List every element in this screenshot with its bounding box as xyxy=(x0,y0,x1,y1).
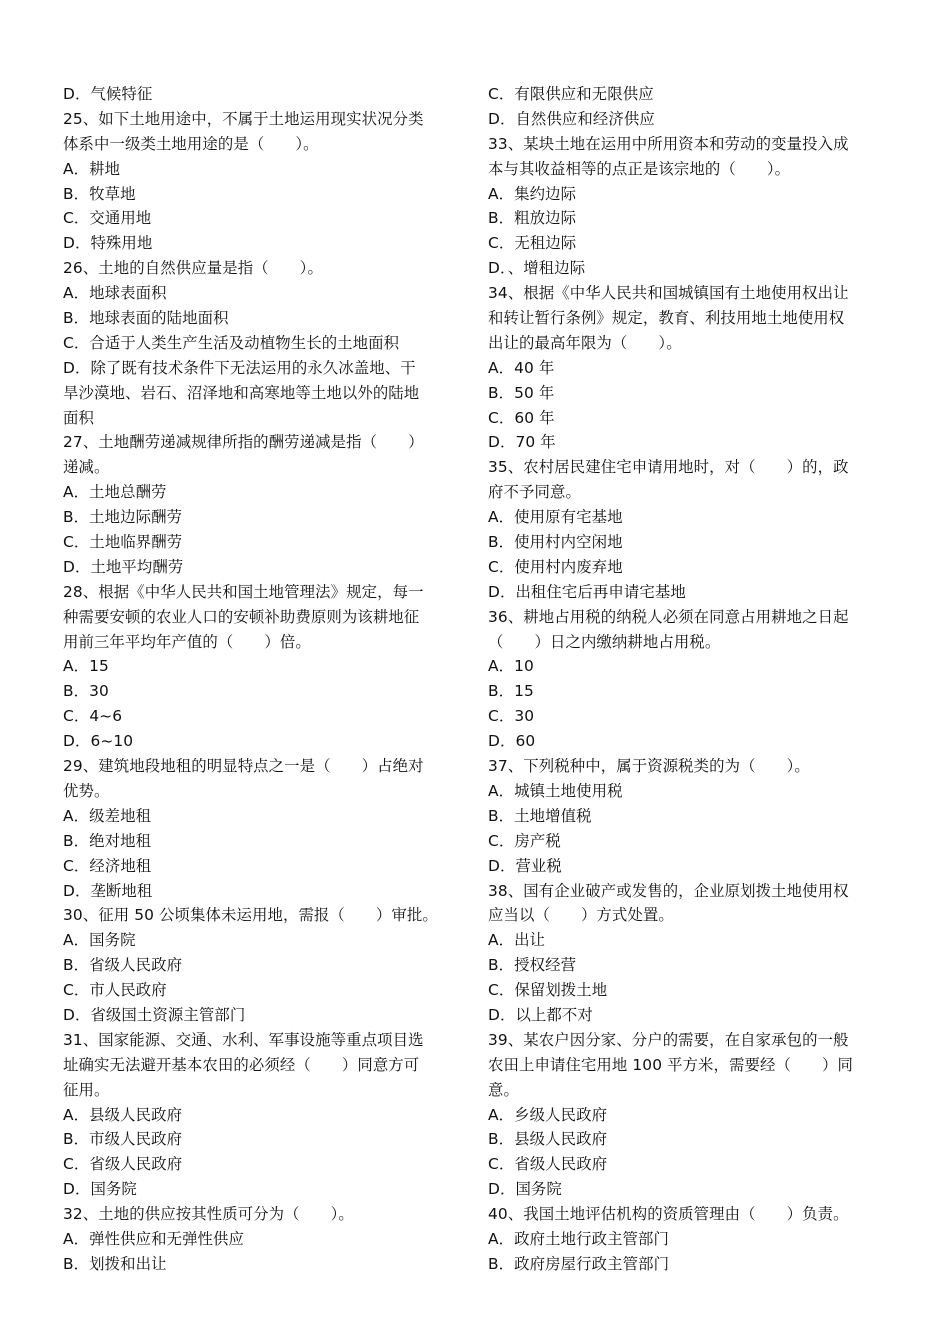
left-column-line: 种需要安顿的农业人口的安顿补助费原则为该耕地征 xyxy=(63,607,420,626)
left-column-line: 30、征用 50 公顷集体未运用地，需报（ ）审批。 xyxy=(63,906,438,925)
left-column-line: D．垄断地租 xyxy=(63,881,153,900)
right-column-line: 35、农村居民建住宅申请用地时，对（ ）的，政 xyxy=(488,458,849,477)
right-column-line: 本与其收益相等的点正是该宗地的（ ）。 xyxy=(488,159,791,178)
left-column-line: A．地球表面积 xyxy=(63,284,167,303)
left-column-line: C．合适于人类生产生活及动植物生长的土地面积 xyxy=(63,333,400,352)
right-column-line: 37、下列税种中，属于资源税类的为（ ）。 xyxy=(488,757,810,776)
left-column-line: B．划拨和出让 xyxy=(63,1254,167,1273)
left-column-line: 址确实无法避开基本农田的必须经（ ）同意方可 xyxy=(63,1055,420,1074)
right-column-line: C．60 年 xyxy=(488,408,555,427)
left-column-line: B．30 xyxy=(63,682,109,701)
left-column-line: 递减。 xyxy=(63,458,110,477)
right-column-line: B．授权经营 xyxy=(488,956,577,975)
right-column-line: B．50 年 xyxy=(488,383,555,402)
left-column-line: D．国务院 xyxy=(63,1180,137,1199)
left-column-line: 31、国家能源、交通、水利、军事设施等重点项目选 xyxy=(63,1030,424,1049)
left-column-line: C．经济地租 xyxy=(63,856,152,875)
left-column-line: 32、土地的供应按其性质可分为（ ）。 xyxy=(63,1205,354,1224)
right-column-line: A．城镇土地使用税 xyxy=(488,781,623,800)
right-column-line: A．乡级人民政府 xyxy=(488,1105,608,1124)
right-column-line: 应当以（ ）方式处置。 xyxy=(488,906,674,925)
right-column-line: C．省级人民政府 xyxy=(488,1155,608,1174)
right-column-line: 府不予同意。 xyxy=(488,483,581,502)
right-column-line: A．集约边际 xyxy=(488,184,577,203)
right-column-line: C．使用村内废弃地 xyxy=(488,557,623,576)
left-column-line: 面积 xyxy=(63,408,94,427)
left-column-line: 29、建筑地段地租的明显特点之一是（ ）占绝对 xyxy=(63,757,424,776)
left-column-line: 旱沙漠地、岩石、沼泽地和高寒地等土地以外的陆地 xyxy=(63,383,420,402)
right-column-line: A．出让 xyxy=(488,931,546,950)
right-column xyxy=(488,82,883,1277)
left-column-line: B．地球表面的陆地面积 xyxy=(63,309,229,328)
left-column-line: 体系中一级类土地用途的是（ ）。 xyxy=(63,134,319,153)
left-column-line: C．交通用地 xyxy=(63,209,152,228)
right-column-line: D．以上都不对 xyxy=(488,1005,593,1024)
right-column-line: D．、增租边际 xyxy=(488,259,586,278)
left-column-line: D．省级国土资源主管部门 xyxy=(63,1005,246,1024)
right-column-line: D．自然供应和经济供应 xyxy=(488,109,655,128)
right-column-line: D．国务院 xyxy=(488,1180,562,1199)
left-column-line: D．除了既有技术条件下无法运用的永久冰盖地、干 xyxy=(63,358,416,377)
left-column-line: A．弹性供应和无弹性供应 xyxy=(63,1229,245,1248)
right-column-line: A．10 xyxy=(488,657,534,676)
right-column-line: D．60 xyxy=(488,732,536,751)
right-column-line: 意。 xyxy=(488,1080,519,1099)
left-column-line: 28、根据《中华人民共和国土地管理法》规定，每一 xyxy=(63,582,424,601)
left-column-line: D．气候特征 xyxy=(63,85,153,103)
right-column-line: 33、某块土地在运用中所用资本和劳动的变量投入成 xyxy=(488,134,849,153)
right-column-line: 农田上申请住宅用地 100 平方米，需要经（ ）同 xyxy=(488,1055,853,1074)
right-column-line: 34、根据《中华人民共和国城镇国有土地使用权出让 xyxy=(488,284,849,303)
right-column-line: 38、国有企业破产或发售的，企业原划拨土地使用权 xyxy=(488,881,849,900)
right-column-line: B．使用村内空闲地 xyxy=(488,533,623,552)
left-column-line: 27、土地酬劳递减规律所指的酬劳递减是指（ ） xyxy=(63,433,424,452)
left-column-line: B．土地边际酬劳 xyxy=(63,508,183,527)
right-column-line: 出让的最高年限为（ ）。 xyxy=(488,333,682,352)
left-column-line: A．县级人民政府 xyxy=(63,1105,183,1124)
right-column-line: C．30 xyxy=(488,707,535,726)
right-column-line: D．出租住宅后再申请宅基地 xyxy=(488,582,686,601)
right-column-line: 40、我国土地评估机构的资质管理由（ ）负责。 xyxy=(488,1205,849,1224)
left-column-line: A．级差地租 xyxy=(63,806,152,825)
left-column-line: A．耕地 xyxy=(63,159,121,178)
right-column-line: B．粗放边际 xyxy=(488,209,577,228)
left-column xyxy=(63,82,458,1277)
right-column-line: D．70 年 xyxy=(488,433,556,452)
left-column-line: C．4~6 xyxy=(63,707,123,726)
left-column-line: 征用。 xyxy=(63,1080,110,1099)
left-column-line: B．绝对地租 xyxy=(63,831,152,850)
right-column-line: B．土地增值税 xyxy=(488,806,592,825)
left-column-line: 优势。 xyxy=(63,781,110,800)
left-column-line: 用前三年平均年产值的（ ）倍。 xyxy=(63,632,311,651)
left-column-line: 26、土地的自然供应量是指（ ）。 xyxy=(63,259,323,278)
right-column-line: 36、耕地占用税的纳税人必须在同意占用耕地之日起 xyxy=(488,607,849,626)
left-column-line: 25、如下土地用途中，不属于土地运用现实状况分类 xyxy=(63,109,424,128)
right-column-line: D．营业税 xyxy=(488,856,562,875)
left-column-line: C．土地临界酬劳 xyxy=(63,533,183,552)
right-column-line: C．无租边际 xyxy=(488,234,577,253)
right-column-line: 39、某农户因分家、分户的需要，在自家承包的一般 xyxy=(488,1030,849,1049)
left-column-line: D．土地平均酬劳 xyxy=(63,557,184,576)
right-column-line: A．40 年 xyxy=(488,358,555,377)
left-column-line: A．国务院 xyxy=(63,931,136,950)
right-column-line: B．县级人民政府 xyxy=(488,1130,608,1149)
right-column-line: A．政府土地行政主管部门 xyxy=(488,1229,670,1248)
right-column-line: 和转让暂行条例》规定，教育、利技用地土地使用权 xyxy=(488,309,845,328)
left-column-line: A．15 xyxy=(63,657,109,676)
left-column-line: C．省级人民政府 xyxy=(63,1155,183,1174)
left-column-line: B．省级人民政府 xyxy=(63,956,183,975)
right-column-line: C．房产税 xyxy=(488,831,561,850)
left-column-line: A．土地总酬劳 xyxy=(63,483,167,502)
left-column-line: D．特殊用地 xyxy=(63,234,153,253)
left-column-line: D．6~10 xyxy=(63,732,134,751)
left-column-line: C．市人民政府 xyxy=(63,981,167,1000)
right-column-line: C．保留划拨土地 xyxy=(488,981,608,1000)
left-column-line: B．市级人民政府 xyxy=(63,1130,183,1149)
right-column-line: C．有限供应和无限供应 xyxy=(488,85,654,103)
left-column-line: B．牧草地 xyxy=(63,184,136,203)
right-column-line: B．政府房屋行政主管部门 xyxy=(488,1254,670,1273)
right-column-line: （ ）日之内缴纳耕地占用税。 xyxy=(488,632,721,651)
right-column-line: A．使用原有宅基地 xyxy=(488,508,623,527)
right-column-line: B．15 xyxy=(488,682,534,701)
